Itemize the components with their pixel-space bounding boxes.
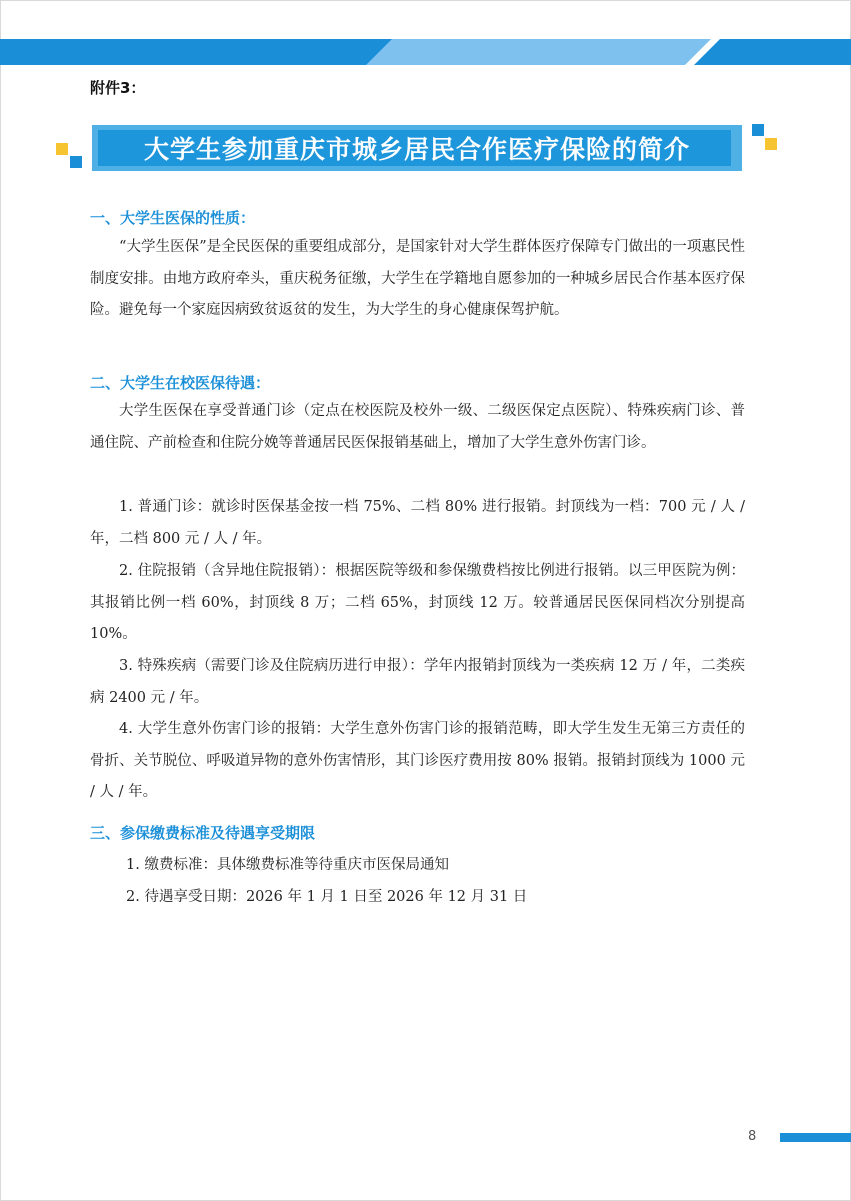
section-heading-2: 二、大学生在校医保待遇：: [90, 374, 271, 392]
section-3-line-1: 1. 缴费标准：具体缴费标准等待重庆市医保局通知: [126, 857, 449, 873]
section-2-intro-paragraph: 大学生医保在享受普通门诊（定点在校医院及校外一级、二级医保定点医院）、特殊疾病门诊、普通住院、产前检查和住院分娩等普通居民医保报销基础上，增加了大学生意外伤害门诊。: [90, 403, 745, 451]
section-heading-1: 一、大学生医保的性质：: [90, 209, 256, 227]
section-1-paragraph: “大学生医保”是全民医保的重要组成部分，是国家针对大学生群体医疗保障专门做出的一项惠民性制度安排。由地方政府牵头，重庆税务征缴，大学生在学籍地自愿参加的一种城乡居民合作基本医疗保险。避免每一个家庭因病致贫返贫的发生，为大学生的身心健康保驾护航。: [90, 239, 745, 318]
header-band-right: [694, 39, 851, 65]
decor-square-icon: [56, 143, 68, 155]
section-2-item-1: 1. 普通门诊：就诊时医保基金按一档 75%、二档 80% 进行报销。封顶线为一档：700 元 / 人 / 年，二档 800 元 / 人 / 年。: [90, 499, 745, 547]
section-heading-3: 三、参保缴费标准及待遇享受期限: [90, 824, 316, 842]
page-title: 大学生参加重庆市城乡居民合作医疗保险的简介: [143, 135, 690, 164]
section-2-item-2: 2. 住院报销（含异地住院报销）：根据医院等级和参保缴费档按比例进行报销。以三甲医院为例：其报销比例一档 60%，封顶线 8 万；二档 65%，封顶线 12 万。较普通居民医保同档次分别提高 10%。: [90, 563, 745, 642]
page-number: 8: [748, 1129, 757, 1144]
section-2-item-3: 3. 特殊疾病（需要门诊及住院病历进行申报）：学年内报销封顶线为一类疾病 12 万 / 年，二类疾病 2400 元 / 年。: [90, 658, 745, 706]
decor-square-icon: [70, 156, 82, 168]
footer-bar: [780, 1133, 851, 1142]
attachment-label: 附件3：: [90, 79, 146, 97]
decor-square-icon: [765, 138, 777, 150]
header-band-middle: [366, 39, 711, 65]
header-band-left: [0, 39, 420, 65]
section-2-item-4: 4. 大学生意外伤害门诊的报销：大学生意外伤害门诊的报销范畴，即大学生发生无第三方责任的骨折、关节脱位、呼吸道异物的意外伤害情形，其门诊医疗费用按 80% 报销。报销封顶线为 1000 元 / 人 / 年。: [90, 721, 745, 800]
section-3-line-2: 2. 待遇享受日期：2026 年 1 月 1 日至 2026 年 12 月 31 日: [126, 889, 528, 905]
decor-square-icon: [752, 124, 764, 136]
